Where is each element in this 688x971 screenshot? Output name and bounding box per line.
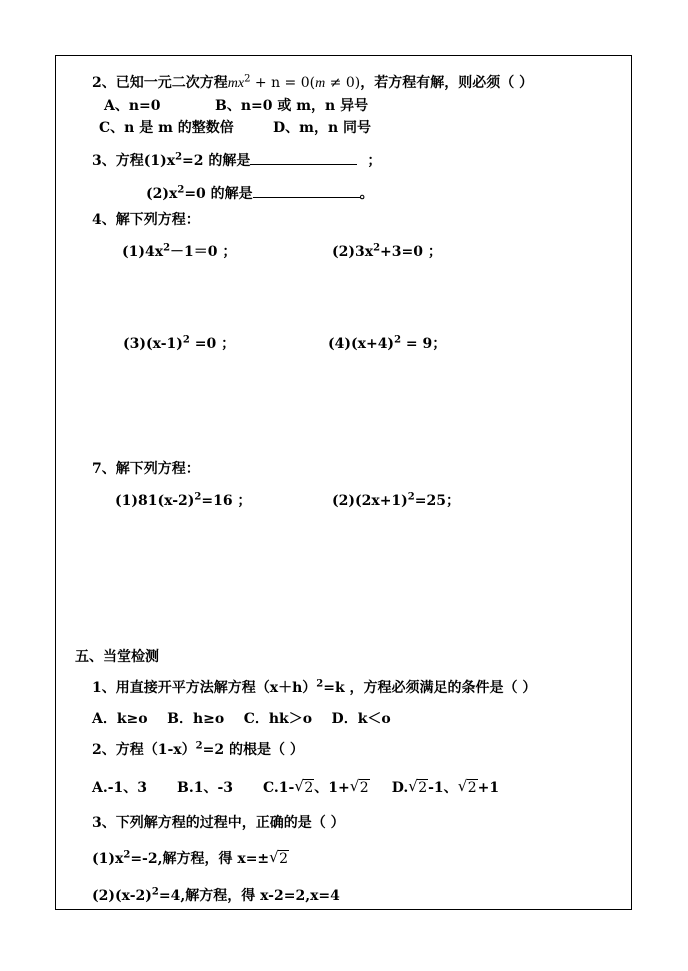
- q4-e2-rest: +3=0 ；: [380, 244, 442, 260]
- s5-q2-option-c-mid: 、1+: [314, 780, 350, 796]
- q4-e1-base: (1)4x: [122, 244, 164, 260]
- q2-eq-exponent: 2: [244, 73, 251, 85]
- q2-eq-rest: + n = 0(: [250, 75, 316, 91]
- s5-q2-option-d-start: D.: [391, 780, 409, 796]
- q3-line1-exponent: 2: [175, 151, 183, 163]
- q4-title: 4、解下列方程：: [92, 212, 200, 228]
- s5-q3-line-2: [92, 887, 340, 905]
- q7-e2-base: (2)(2x+1): [332, 493, 408, 509]
- q7-equation-2: [332, 492, 460, 510]
- q2-option-d: D、m，n 同号: [273, 120, 372, 136]
- q2-option-c: C、n 是 m 的整数倍: [99, 120, 234, 136]
- q3-answer-blank-2[interactable]: [253, 183, 360, 198]
- s5-q1-stem: [92, 679, 536, 697]
- q3-line2-prefix: (2)x: [146, 186, 178, 202]
- q2-suffix: ，若方程有解，则必须（ ）: [360, 75, 534, 91]
- q4-e4-base: (4)(x+4): [328, 336, 395, 352]
- q3-line2-mid: =0 的解是: [184, 186, 253, 202]
- s5-q2-option-d-end: +1: [477, 780, 500, 796]
- s5-q2-options: [92, 779, 499, 797]
- q7-e1-rest: =16 ；: [201, 493, 252, 509]
- q7-title: 7、解下列方程：: [92, 461, 200, 477]
- s5-q2-option-b: B.1、-3: [177, 780, 234, 796]
- s5-q2-stem: [92, 741, 304, 759]
- q4-equation-3: [123, 335, 235, 353]
- sqrt-icon: [269, 850, 289, 868]
- s5-q3-l1-base: (1)x: [92, 851, 124, 867]
- s5-q3-title: 3、下列解方程的过程中，正确的是（ ）: [92, 815, 345, 831]
- s5-q3-l1-exponent: 2: [123, 849, 131, 861]
- sqrt-icon: [294, 779, 314, 797]
- q3-line2-exponent: 2: [177, 184, 185, 196]
- s5-q2-radicand: 2: [467, 780, 477, 796]
- q7-e2-rest: =25；: [414, 493, 460, 509]
- s5-q2-radicand: 2: [304, 780, 314, 796]
- s5-q2-stem-b: =2 的根是（ ）: [202, 742, 304, 758]
- q4-e4-rest: = 9；: [401, 336, 447, 352]
- q2-option-a: A、n=0: [104, 98, 161, 114]
- s5-q3-l2-exponent: 2: [151, 886, 159, 898]
- q4-e2-exponent: 2: [373, 242, 381, 254]
- q2-stem: [92, 74, 533, 93]
- s5-q2-stem-a: 2、方程（1-x）: [92, 742, 196, 758]
- s5-q2-option-c-start: C.1-: [263, 780, 295, 796]
- s5-q3-l2-base: (2)(x-2): [92, 888, 152, 904]
- s5-q1-exponent: 2: [316, 678, 324, 690]
- q4-e3-rest: =0 ；: [189, 336, 236, 352]
- q7-equation-1: [115, 492, 251, 510]
- q2-prefix: 2、已知一元二次方程: [92, 75, 228, 91]
- q2-option-b: B、n=0 或 m，n 异号: [215, 98, 369, 114]
- s5-q2-exponent: 2: [195, 740, 203, 752]
- q3-answer-blank-1[interactable]: [250, 150, 357, 165]
- q4-e2-base: (2)3x: [332, 244, 374, 260]
- s5-q2-radicand: 2: [359, 780, 369, 796]
- q4-e3-base: (3)(x-1): [123, 336, 183, 352]
- q2-eq-condition: ≠ 0): [325, 75, 361, 91]
- q3-line1-prefix: 3、方程(1)x: [92, 153, 176, 169]
- q7-e2-exponent: 2: [407, 491, 415, 503]
- q7-e1-base: (1)81(x-2): [115, 493, 195, 509]
- section-5-heading: 五、当堂检测: [75, 649, 159, 665]
- q3-line1-mid: =2 的解是: [182, 153, 251, 169]
- q3-line-2: [146, 183, 374, 203]
- q4-equation-2: [332, 243, 442, 261]
- q4-e1-rest: －1＝0 ；: [170, 244, 237, 260]
- q4-equation-4: [328, 335, 446, 353]
- s5-q3-l1-rest: =-2,解方程，得 x=±: [130, 851, 270, 867]
- q4-equation-1: [122, 243, 236, 261]
- s5-q2-radicand: 2: [418, 780, 428, 796]
- q2-eq-m: m: [315, 76, 326, 91]
- q3-line1-end: ；: [367, 153, 382, 169]
- sqrt-icon: [458, 779, 478, 797]
- q3-line2-end: 。: [359, 186, 374, 202]
- s5-q2-option-d-mid: -1、: [428, 780, 458, 796]
- q2-eq-term: mx: [227, 76, 245, 91]
- sqrt-icon: [350, 779, 370, 797]
- q4-e4-exponent: 2: [394, 334, 402, 346]
- s5-q1-options: A．k≥o B．h≥o C．hk＞o D．k＜o: [92, 711, 391, 727]
- s5-q3-radicand: 2: [279, 851, 289, 867]
- q3-line-1: [92, 150, 381, 170]
- s5-q3-l2-rest: =4,解方程，得 x-2=2,x=4: [158, 888, 340, 904]
- sqrt-icon: [408, 779, 428, 797]
- s5-q3-line-1: [92, 850, 289, 868]
- s5-q1-stem-b: =k ，方程必须满足的条件是（ ）: [323, 680, 537, 696]
- q4-e3-exponent: 2: [182, 334, 190, 346]
- s5-q2-option-a: A.-1、3: [92, 780, 148, 796]
- s5-q1-stem-a: 1、用直接开平方法解方程（x＋h）: [92, 680, 317, 696]
- q7-e1-exponent: 2: [194, 491, 202, 503]
- q4-e1-exponent: 2: [163, 242, 171, 254]
